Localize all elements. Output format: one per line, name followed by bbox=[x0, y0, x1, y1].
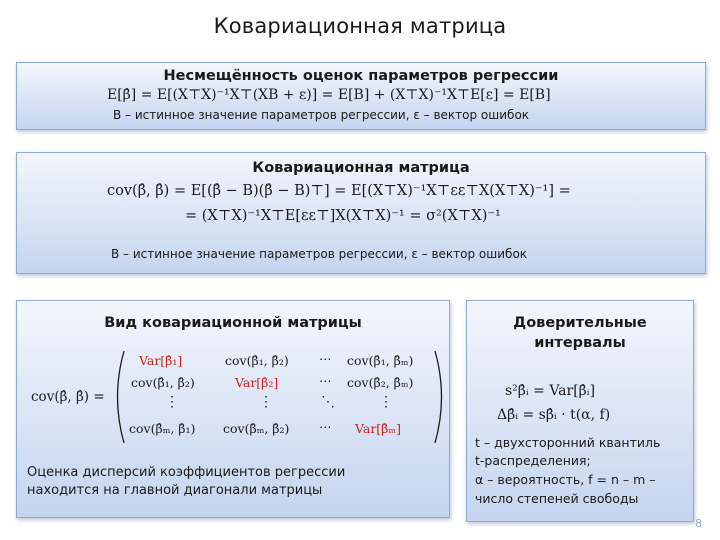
matrix-cell: Var[β̂₂] bbox=[235, 375, 279, 390]
matrix-cell: cov(β̂₂, β̂ₘ) bbox=[347, 375, 414, 390]
covariance-derivation-title: Ковариационная матрица bbox=[252, 160, 470, 176]
interval-formula: Δβ̂ᵢ = sβ̂ᵢ · t(α, f) bbox=[497, 407, 611, 423]
matrix-cell: ⋯ bbox=[319, 373, 332, 388]
matrix-cell: cov(β̂ₘ, β̂₁) bbox=[129, 421, 196, 436]
matrix-cell: ⋯ bbox=[319, 351, 332, 366]
confidence-intervals-title-line2: интервалы bbox=[534, 335, 626, 351]
covariance-derivation-panel bbox=[16, 152, 706, 274]
unbiasedness-formula: E[β̂] = E[(X⊤X)⁻¹X⊤(XB + ε)] = E[B] + (X⊤X)⁻¹X⊤E[ε] = E[B] bbox=[107, 87, 551, 103]
page-number: 8 bbox=[695, 517, 702, 530]
matrix-cell: Var[β̂₁] bbox=[139, 353, 183, 368]
right-paren bbox=[435, 351, 442, 443]
matrix-cell: ⋮ bbox=[165, 394, 179, 410]
confidence-intervals-panel bbox=[466, 300, 694, 522]
confidence-intervals-title-line1: Доверительные bbox=[513, 315, 647, 331]
unbiasedness-panel bbox=[16, 62, 706, 130]
quantile-note-line2: t-распределения; bbox=[475, 453, 591, 468]
probability-note-line1: α – вероятность, f = n – m – bbox=[475, 472, 656, 487]
diagonal-note-line2: находится на главной диагонали матрицы bbox=[27, 483, 323, 498]
unbiasedness-note: B – истинное значение параметров регрессии, ε – вектор ошибок bbox=[113, 108, 530, 122]
quantile-note-line1: t – двухсторонний квантиль bbox=[475, 435, 661, 450]
covariance-formula-line1: cov(β̂, β̂) = E[(β̂ − B)(β̂ − B)⊤] = E[(X⊤X)⁻¹X⊤εε⊤X(X⊤X)⁻¹] = bbox=[107, 183, 571, 199]
matrix-cell: ⋱ bbox=[321, 394, 335, 410]
unbiasedness-title: Несмещённость оценок параметров регрессии bbox=[163, 68, 559, 84]
covariance-formula-line2: = (X⊤X)⁻¹X⊤E[εε⊤]X(X⊤X)⁻¹ = σ²(X⊤X)⁻¹ bbox=[185, 208, 501, 224]
covariance-matrix-panel bbox=[16, 300, 450, 518]
matrix-cell: ⋯ bbox=[319, 419, 332, 434]
variance-formula: s²β̂ᵢ = Var[β̂ᵢ] bbox=[505, 383, 596, 399]
matrix-cell: cov(β̂ₘ, β̂₂) bbox=[223, 421, 290, 436]
matrix-cell: cov(β̂₁, β̂ₘ) bbox=[347, 353, 414, 368]
covariance-matrix-lhs: cov(β̂, β̂) = bbox=[31, 389, 105, 405]
probability-note-line2: число степеней свободы bbox=[475, 491, 639, 506]
matrix-cell: ⋮ bbox=[259, 394, 273, 410]
covariance-derivation-note: B – истинное значение параметров регрессии, ε – вектор ошибок bbox=[111, 247, 528, 261]
covariance-matrix-title: Вид ковариационной матрицы bbox=[104, 315, 362, 331]
matrix-cell: cov(β̂₁, β̂₂) bbox=[131, 375, 195, 390]
slide-title: Ковариационная матрица bbox=[213, 14, 507, 38]
matrix-cell: cov(β̂₁, β̂₂) bbox=[225, 353, 289, 368]
left-paren bbox=[118, 351, 125, 443]
matrix-cell: Var[β̂ₘ] bbox=[355, 421, 401, 436]
diagonal-note-line1: Оценка дисперсий коэффициентов регрессии bbox=[27, 465, 346, 480]
matrix-cell: ⋮ bbox=[379, 394, 393, 410]
